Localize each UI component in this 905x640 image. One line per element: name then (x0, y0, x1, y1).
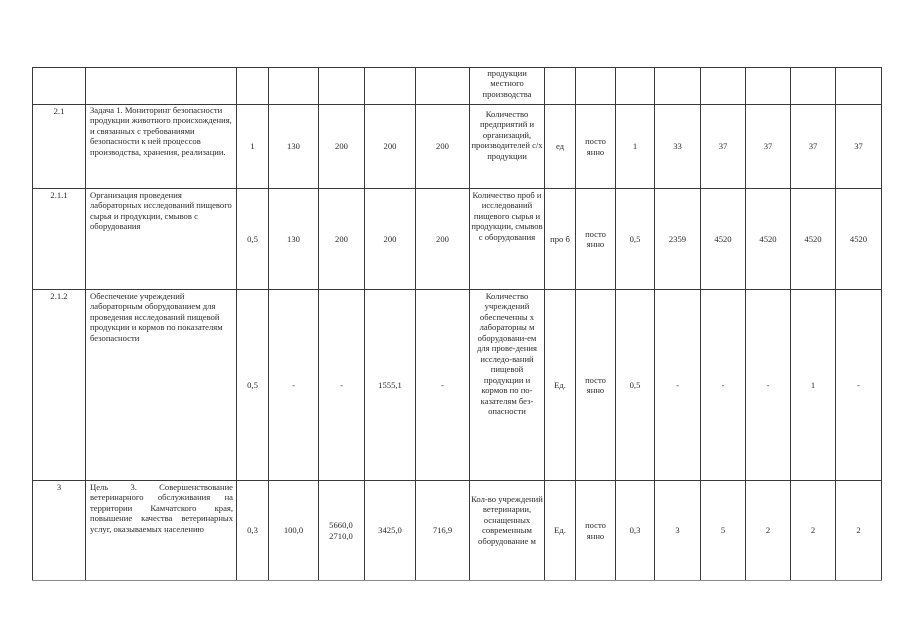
row-2-1-target-1: 33 (673, 141, 682, 152)
row-2-1-target-4: 37 (808, 141, 818, 152)
row-2-1-name: Задача 1. Мониторинг безопасности продукции животного происхождения, и связанных с требованиями безопасности к ней процессов производства, хранения, реализации. (90, 105, 232, 157)
row-2-1-1-target-2: 4520 (714, 233, 732, 244)
row-2-1-2-value-2: - (340, 379, 343, 390)
row-2-1-2-weight: 0,5 (247, 379, 258, 390)
row-3-value-4: 716,9 (432, 525, 453, 536)
row-2-1-1-coef: 0,5 (629, 233, 641, 244)
row-2-1-indicator: Количество предприятий и организаций, производителей с/х продукции (471, 109, 543, 161)
row-3-indicator: Кол-во учреждений ветеринарии, оснащенных современным оборудование м (471, 494, 543, 546)
row-2-1-1-value-3: 200 (383, 233, 397, 244)
row-2-1-2-target-3: - (766, 379, 770, 390)
row-2-1-unit: ед (555, 141, 565, 152)
row-3-target-1: 3 (675, 525, 680, 536)
row-3-coef: 0,3 (629, 525, 641, 536)
row-2-1-1-target-5: 4520 (849, 233, 868, 244)
row-3-target-4: 2 (810, 525, 816, 536)
col-line-16 (881, 67, 882, 580)
row-2-1-weight: 1 (250, 141, 255, 152)
row-2-1-1-weight: 0,5 (247, 233, 258, 244)
row-3-period: посто янно (585, 520, 606, 541)
row-3-number: 3 (56, 482, 62, 492)
row-2-1-value-4: 200 (436, 141, 449, 152)
row-2-1-1-value-4: 200 (436, 233, 449, 244)
row-2-1-target-2: 37 (718, 141, 728, 152)
row-2-1-2-target-1: - (676, 379, 679, 390)
row-3-unit: Ед. (554, 525, 566, 536)
row-2-1-value-1: 130 (287, 141, 300, 152)
row-2-1-1-value-2: 200 (335, 233, 348, 244)
col-line-0 (32, 67, 33, 580)
row-2-1-2-coef: 0,5 (629, 379, 641, 390)
row-2-1-target-5: 37 (854, 141, 863, 152)
row-2-1-coef: 1 (632, 141, 638, 152)
row-3-weight: 0,3 (247, 525, 258, 536)
row-2-1-2-target-5: - (857, 379, 860, 390)
row-2-1-1-number: 2.1.1 (50, 190, 68, 200)
row-2-1-number: 2.1 (53, 106, 65, 116)
table-border-top (32, 67, 882, 68)
row-2-1-1-indicator: Количество проб и исследований пищевого сырья и продукции, смывов с оборудования (471, 190, 543, 242)
row-2-1-2-value-1: - (292, 379, 295, 390)
row-2-1-2-number: 2.1.2 (50, 291, 68, 301)
row-2-1-2-indicator: Количество учреждений обеспеченны х лабораторны м оборудовани-ем для прове-дения исследо-ваний пищевой продукции и кормов по по-казателям без-опасности (477, 291, 537, 417)
row-2-1-1-name: Организация проведения лабораторных исследований пищевого сырья и продукции, смывов с оборудования (90, 190, 232, 232)
row-2-1-2-target-2: - (721, 379, 725, 390)
row-3-target-5: 2 (856, 525, 861, 536)
row-2-1-1-unit: про б (550, 233, 570, 244)
row-2-1-2-value-3: 1555,1 (378, 379, 402, 390)
row-3-target-2: 5 (720, 525, 726, 536)
row-2-1-1-target-4: 4520 (804, 233, 822, 244)
row-2-1-value-2: 200 (335, 141, 348, 152)
row-3-value-2: 5660,0 2710,0 (329, 520, 353, 541)
row-2-1-2-unit: Ед. (554, 379, 566, 390)
row-2-1-2-name: Обеспечение учреждений лабораторным оборудованием для проведения исследований пищевой продукции и кормов по показателям безопасности (90, 291, 223, 343)
row-2-1-2-period: посто янно (585, 374, 606, 395)
row-2-1-2-target-4: 1 (810, 379, 816, 390)
row-2-1-1-period: посто янно (585, 228, 606, 249)
header-indicator-cell: продукции местного производства (482, 68, 532, 99)
row-3-name: Цель 3. Совершенствование ветеринарного обслуживания на территории Камчатского края, повышение качества ветеринарных услуг, оказываемых населению (90, 482, 233, 534)
row-2-1-1-target-3: 4520 (759, 233, 777, 244)
row-2-1-1-value-1: 130 (287, 233, 300, 244)
row-2-1-1-target-1: 2359 (668, 233, 687, 244)
table-border-bottom (32, 580, 882, 581)
row-2-1-period: посто янно (585, 136, 606, 157)
row-2-1-value-3: 200 (383, 141, 397, 152)
row-3-value-3: 3425,0 (378, 525, 402, 536)
row-3-target-3: 2 (765, 525, 771, 536)
row-3-value-1: 100,0 (283, 525, 304, 536)
row-2-1-target-3: 37 (763, 141, 773, 152)
row-2-1-2-value-4: - (441, 379, 444, 390)
